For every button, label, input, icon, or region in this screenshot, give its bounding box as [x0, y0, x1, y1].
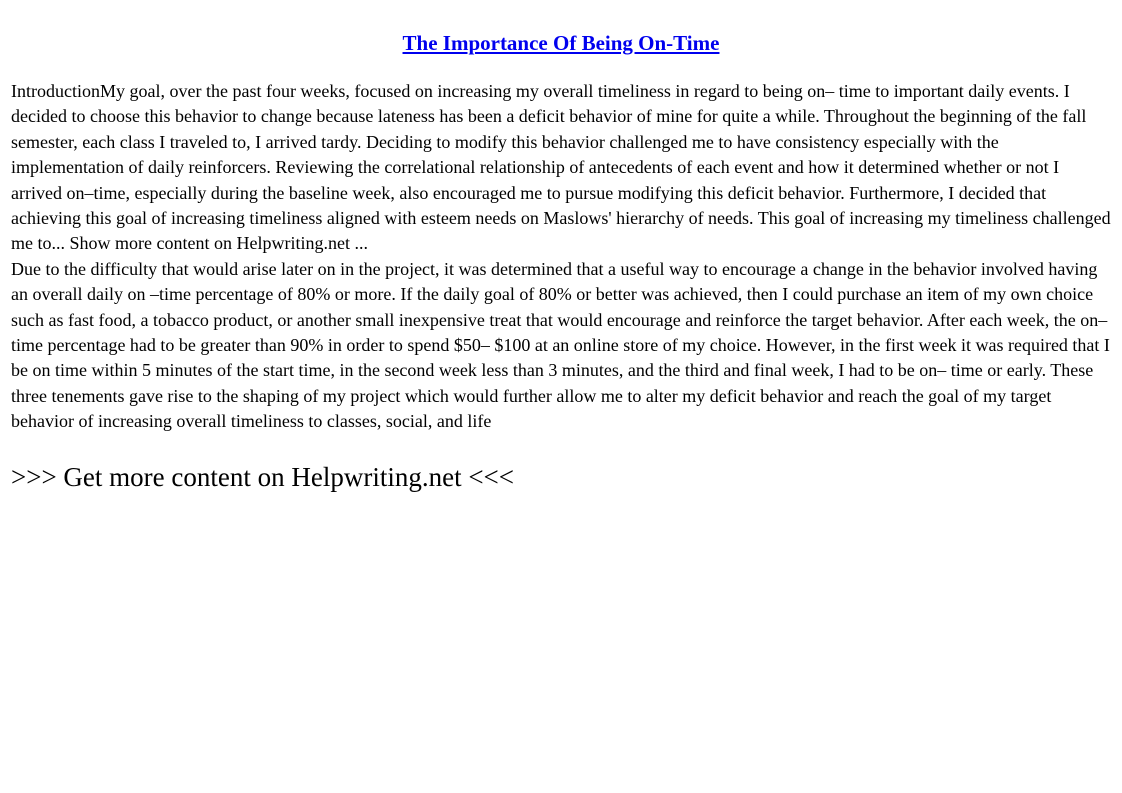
- document-page: [11, 0, 1111, 493]
- title-container: [11, 31, 1111, 57]
- get-more-content-link[interactable]: >>> Get more content on Helpwriting.net <<<: [11, 461, 515, 492]
- document-body: [11, 79, 1111, 435]
- introduction-paragraph: IntroductionMy goal, over the past four weeks, focused on increasing my overall timeliness in regard to being on– time to important daily events. I decided to choose this behavior to change because lateness has been a deficit behavior of mine for quite a while. Throughout the beginning of the fall semester, each class I traveled to, I arrived tardy. Deciding to modify this behavior challenged me to have consistency especially with the implementation of daily reinforcers. Reviewing the correlational relationship of antecedents of each event and how it determined whether or not I arrived on–time, especially during the baseline week, also encouraged me to pursue modifying this deficit behavior. Furthermore, I decided that achieving this goal of increasing timeliness aligned with esteem needs on Maslows' hierarchy of needs. This goal of increasing my timeliness challenged me to... Show more content on Helpwriting.net ...: [11, 81, 1111, 254]
- body-paragraph: Due to the difficulty that would arise later on in the project, it was determined that a useful way to encourage a change in the behavior involved having an overall daily on –time percentage of 80% or more. If the daily goal of 80% or better was achieved, then I could purchase an item of my own choice such as fast food, a tobacco product, or another small inexpensive treat that would encourage and reinforce the target behavior. After each week, the on– time percentage had to be greater than 90% in order to spend $50– $100 at an online store of my choice. However, in the first week it was required that I be on time within 5 minutes of the start time, in the second week less than 3 minutes, and the third and final week, I had to be on– time or early. These three tenements gave rise to the shaping of my project which would further allow me to alter my deficit behavior and reach the goal of my target behavior of increasing overall timeliness to classes, social, and life: [11, 258, 1110, 432]
- document-title-link[interactable]: The Importance Of Being On-Time: [402, 31, 720, 55]
